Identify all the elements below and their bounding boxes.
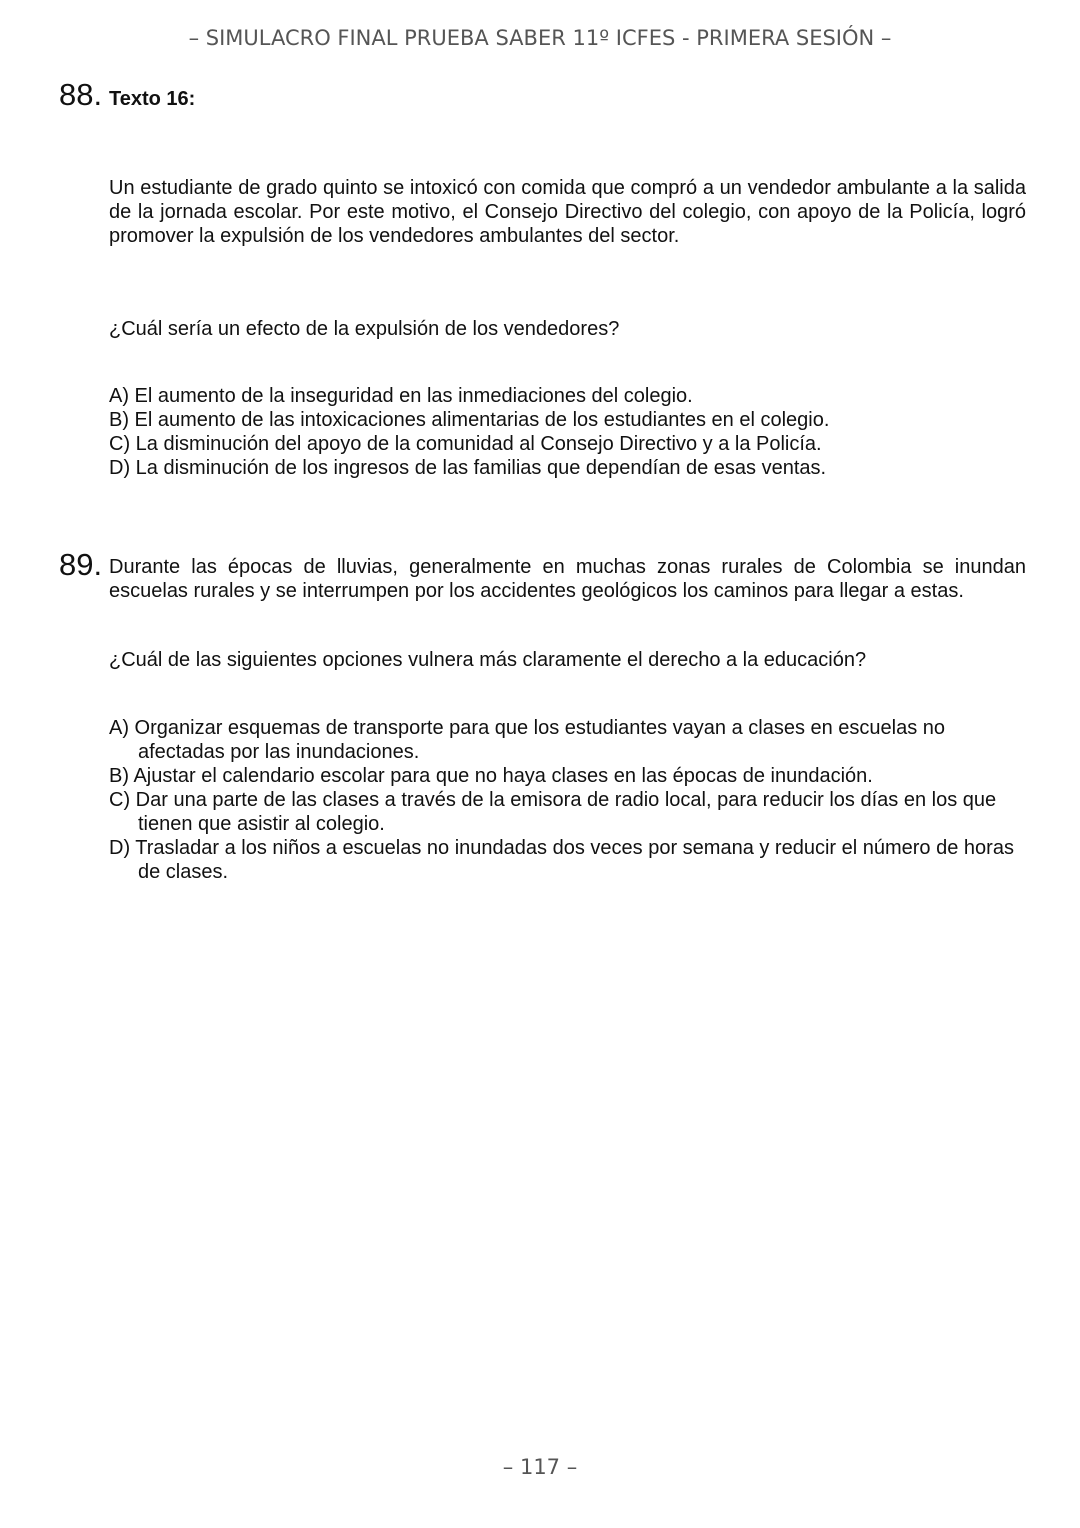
option-a[interactable]: A) El aumento de la inseguridad en las inmediaciones del colegio. bbox=[109, 385, 693, 407]
question-89-prompt: ¿Cuál de las siguientes opciones vulnera más claramente el derecho a la educación? bbox=[109, 649, 867, 671]
question-88-prompt: ¿Cuál sería un efecto de la expulsión de los vendedores? bbox=[109, 318, 620, 340]
page-number: – 117 – bbox=[502, 1455, 578, 1479]
option-c[interactable]: C) La disminución del apoyo de la comunidad al Consejo Directivo y a la Policía. bbox=[109, 433, 822, 455]
question-89-passage: Durante las épocas de lluvias, generalmente en muchas zonas rurales de Colombia se inundan escuelas rurales y se interrumpen por los accidentes geológicos los caminos para llegar a estas. bbox=[109, 556, 1026, 602]
page-header: – SIMULACRO FINAL PRUEBA SABER 11º ICFES - PRIMERA SESIÓN – bbox=[188, 26, 892, 50]
question-88-options bbox=[109, 384, 1026, 480]
option-b[interactable]: B) El aumento de las intoxicaciones alimentarias de los estudiantes en el colegio. bbox=[109, 409, 830, 431]
question-88-passage: Un estudiante de grado quinto se intoxicó con comida que compró a un vendedor ambulante a la salida de la jornada escolar. Por este motivo, el Consejo Directivo del colegio, con apoyo de la Policía, logró promover la expulsión de los vendedores ambulantes del sector. bbox=[109, 177, 1026, 247]
question-number-89: 89. bbox=[59, 547, 103, 582]
question-88-title: Texto 16: bbox=[109, 88, 196, 110]
option-c[interactable]: C) Dar una parte de las clases a través de la emisora de radio local, para reducir los días en los que tienen que asistir al colegio. bbox=[109, 789, 997, 835]
option-a[interactable]: A) Organizar esquemas de transporte para que los estudiantes vayan a clases en escuelas no afectadas por las inundaciones. bbox=[109, 717, 946, 763]
question-number-88: 88. bbox=[59, 77, 103, 112]
question-89-options bbox=[109, 716, 1026, 884]
option-b[interactable]: B) Ajustar el calendario escolar para que no haya clases en las épocas de inundación. bbox=[109, 765, 873, 787]
option-d[interactable]: D) Trasladar a los niños a escuelas no inundadas dos veces por semana y reducir el número de horas de clases. bbox=[109, 837, 1014, 883]
option-d[interactable]: D) La disminución de los ingresos de las familias que dependían de esas ventas. bbox=[109, 457, 827, 479]
